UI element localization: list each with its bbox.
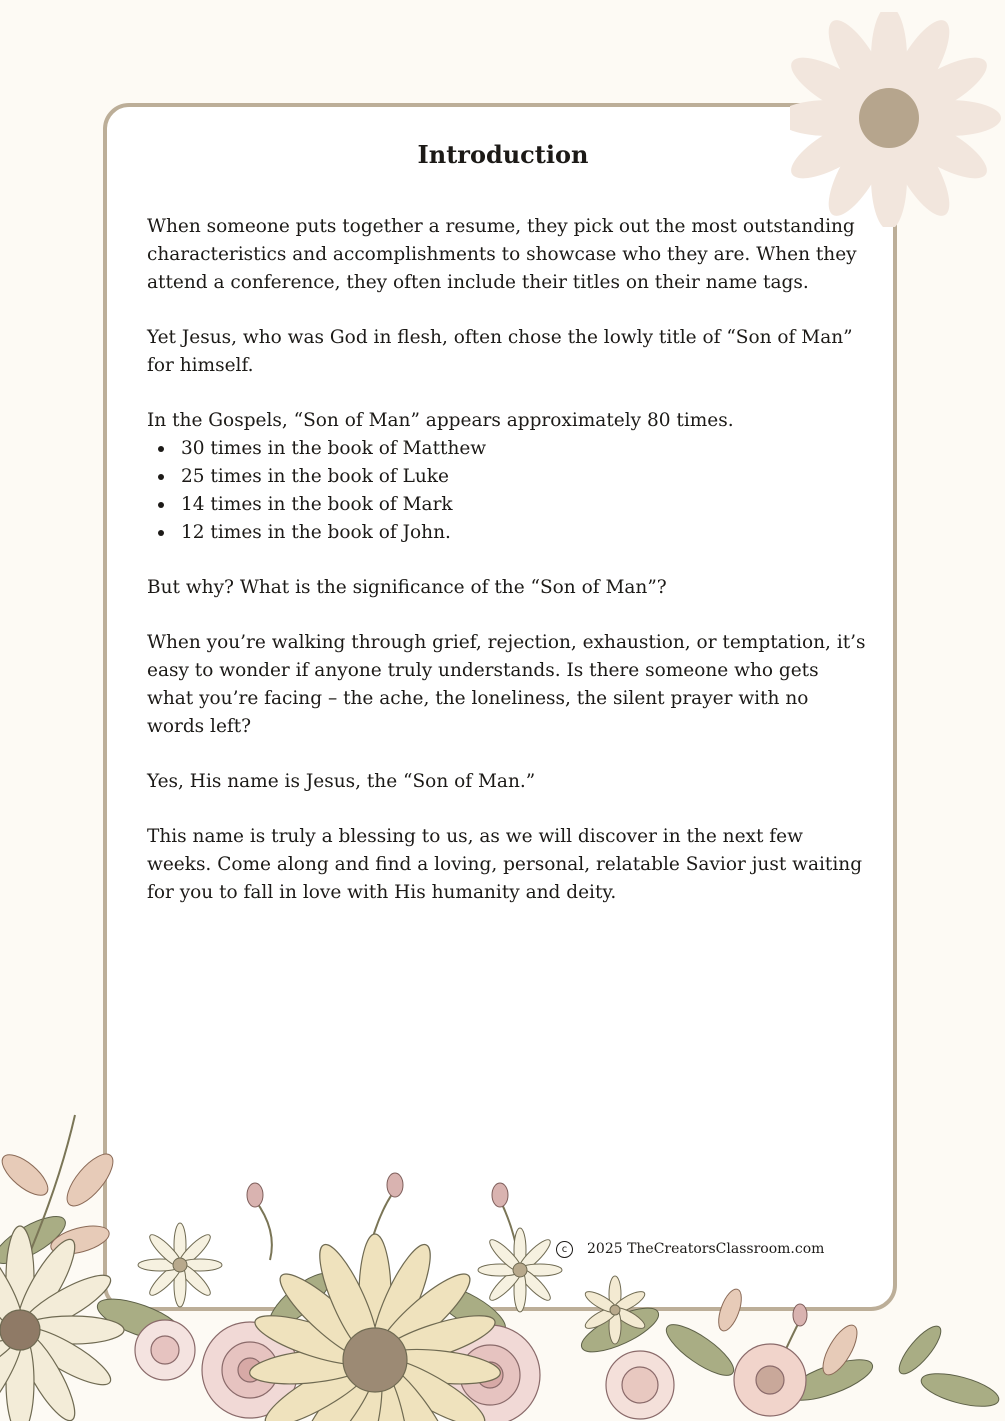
bullet-icon	[158, 502, 164, 508]
list-item-text: 12 times in the book of John.	[181, 522, 451, 543]
list-item	[147, 491, 867, 519]
floral-border-illustration	[0, 1100, 1005, 1421]
paragraph-his-name: Yes, His name is Jesus, the “Son of Man.”	[147, 771, 536, 792]
document-body	[147, 140, 867, 907]
list-item	[147, 463, 867, 491]
paragraph-son-of-man-title: Yet Jesus, who was God in flesh, often chose the lowly title of “Son of Man” for himself.	[147, 327, 853, 376]
paragraph-blessing: This name is truly a blessing to us, as we will discover in the next few weeks. Come along and find a loving, personal, relatable Savior just waiting for you to fall in love with His humanity and deity.	[147, 826, 863, 903]
page-title: Introduction	[417, 140, 589, 169]
copyright-text: 2025 TheCreatorsClassroom.com	[587, 1241, 825, 1257]
bullet-icon	[158, 446, 164, 452]
paragraph-grief: When you’re walking through grief, rejection, exhaustion, or temptation, it’s easy to wonder if anyone truly understands. Is there someone who gets what you’re facing – the ache, the loneliness, the silent prayer with no words left?	[147, 632, 866, 737]
list-item-text: 25 times in the book of Luke	[181, 466, 449, 487]
gospel-count-list	[147, 435, 867, 547]
paragraph-gospels-count: In the Gospels, “Son of Man” appears approximately 80 times.	[147, 410, 734, 431]
copyright-icon: c	[556, 1241, 573, 1258]
bullet-icon	[158, 530, 164, 536]
paragraph-significance: But why? What is the significance of the “Son of Man”?	[147, 577, 667, 598]
list-item-text: 14 times in the book of Mark	[181, 494, 453, 515]
copyright-footer	[556, 1239, 824, 1259]
list-item	[147, 435, 867, 463]
list-item	[147, 519, 867, 547]
paragraph-resume: When someone puts together a resume, they pick out the most outstanding characteristics and accomplishments to showcase who they are. When they attend a conference, they often include their titles on their name tags.	[147, 216, 857, 293]
list-item-text: 30 times in the book of Matthew	[181, 438, 487, 459]
bullet-icon	[158, 474, 164, 480]
